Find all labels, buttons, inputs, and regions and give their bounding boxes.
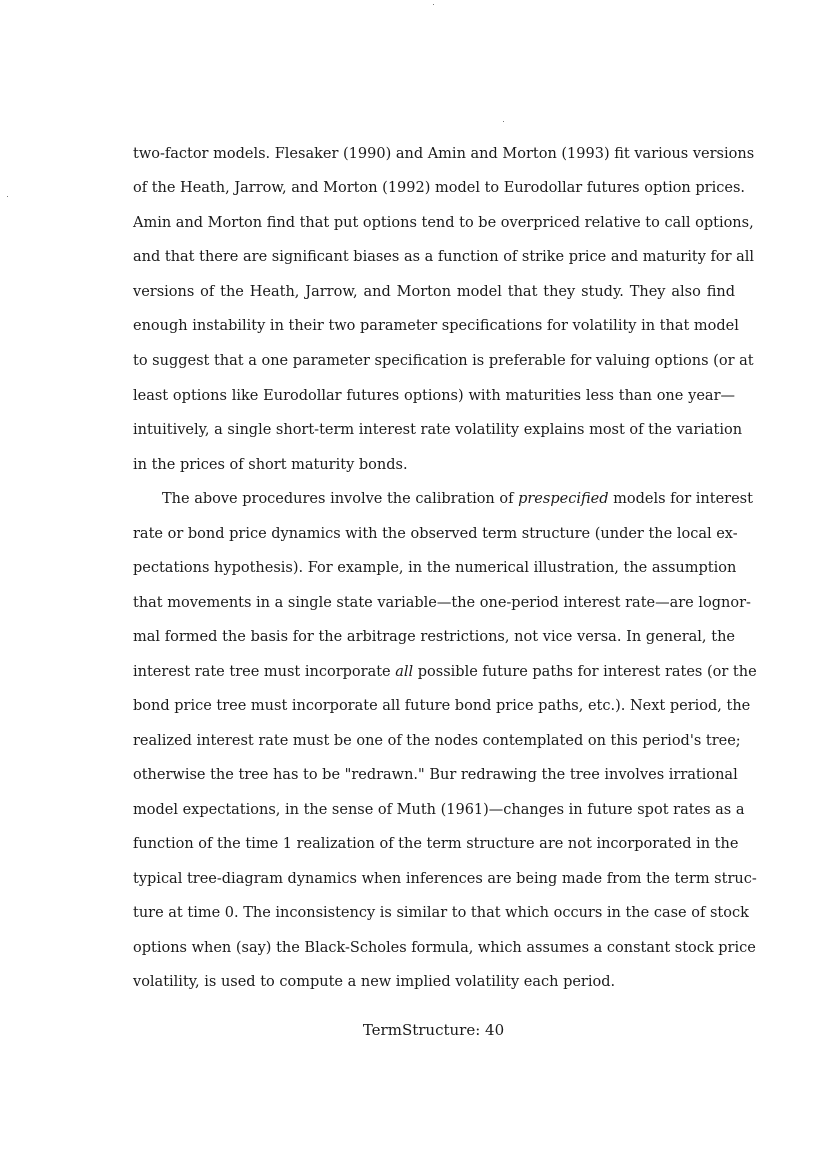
paragraph-1-line: Amin and Morton find that put options tend to be overpriced relative to call options, [133, 215, 754, 231]
paragraph-1-line: versions of the Heath, Jarrow, and Morton model that they study. They also find [133, 284, 735, 300]
paragraph-1-line: in the prices of short maturity bonds. [133, 457, 408, 473]
paragraph-1-line: and that there are significant biases as a function of strike price and maturity for all [133, 249, 755, 265]
scan-speck [503, 121, 504, 122]
scan-speck [7, 196, 8, 197]
paragraph-2-line: ture at time 0. The inconsistency is similar to that which occurs in the case of stock [133, 905, 749, 921]
paragraph-1-line: least options like Eurodollar futures options) with maturities less than one year— [133, 388, 735, 404]
paragraph-2-line: volatility, is used to compute a new implied volatility each period. [133, 974, 616, 990]
scan-speck [433, 4, 434, 5]
paragraph-2-line: options when (say) the Black-Scholes formula, which assumes a constant stock price [133, 940, 756, 956]
text-run: interest rate tree must incorporate [133, 664, 396, 680]
paragraph-1-line: two-factor models. Flesaker (1990) and Amin and Morton (1993) fit various versions [133, 146, 755, 162]
emphasized-term: all [395, 664, 414, 680]
paragraph-1-line: intuitively, a single short-term interest rate volatility explains most of the variation [133, 422, 743, 438]
paragraph-2-line: function of the time 1 realization of the term structure are not incorporated in the [133, 836, 739, 852]
paragraph-2-line: model expectations, in the sense of Muth (1961)—changes in future spot rates as a [133, 802, 745, 818]
paragraph-1-line: to suggest that a one parameter specification is preferable for valuing options (or at [133, 353, 754, 369]
paragraph-1-line: enough instability in their two parameter specifications for volatility in that model [133, 318, 739, 334]
paragraph-2-line: otherwise the tree has to be "redrawn." Bur redrawing the tree involves irrational [133, 767, 738, 783]
paragraph-2-line: typical tree-diagram dynamics when inferences are being made from the term struc- [133, 871, 757, 887]
paragraph-2-line: that movements in a single state variable—the one-period interest rate—are lognor- [133, 595, 751, 611]
text-run: The above procedures involve the calibration of [162, 491, 519, 507]
text-run: possible future paths for interest rates (or the [413, 664, 757, 680]
paragraph-2-line: rate or bond price dynamics with the observed term structure (under the local ex- [133, 526, 738, 542]
text-run: models for interest [608, 491, 753, 507]
page-footer: TermStructure: 40 [362, 1021, 505, 1039]
paragraph-2-line: realized interest rate must be one of the nodes contemplated on this period's tree; [133, 733, 741, 749]
paragraph-2-line: pectations hypothesis). For example, in the numerical illustration, the assumption [133, 560, 737, 576]
paragraph-2-line [162, 489, 753, 509]
paragraph-2-line: bond price tree must incorporate all future bond price paths, etc.). Next period, the [133, 698, 751, 714]
paragraph-2-line: mal formed the basis for the arbitrage restrictions, not vice versa. In general, the [133, 629, 735, 645]
emphasized-term: prespecified [518, 491, 609, 507]
paragraph-1-line: of the Heath, Jarrow, and Morton (1992) model to Eurodollar futures option prices. [133, 180, 745, 196]
paragraph-2-line [133, 662, 757, 682]
